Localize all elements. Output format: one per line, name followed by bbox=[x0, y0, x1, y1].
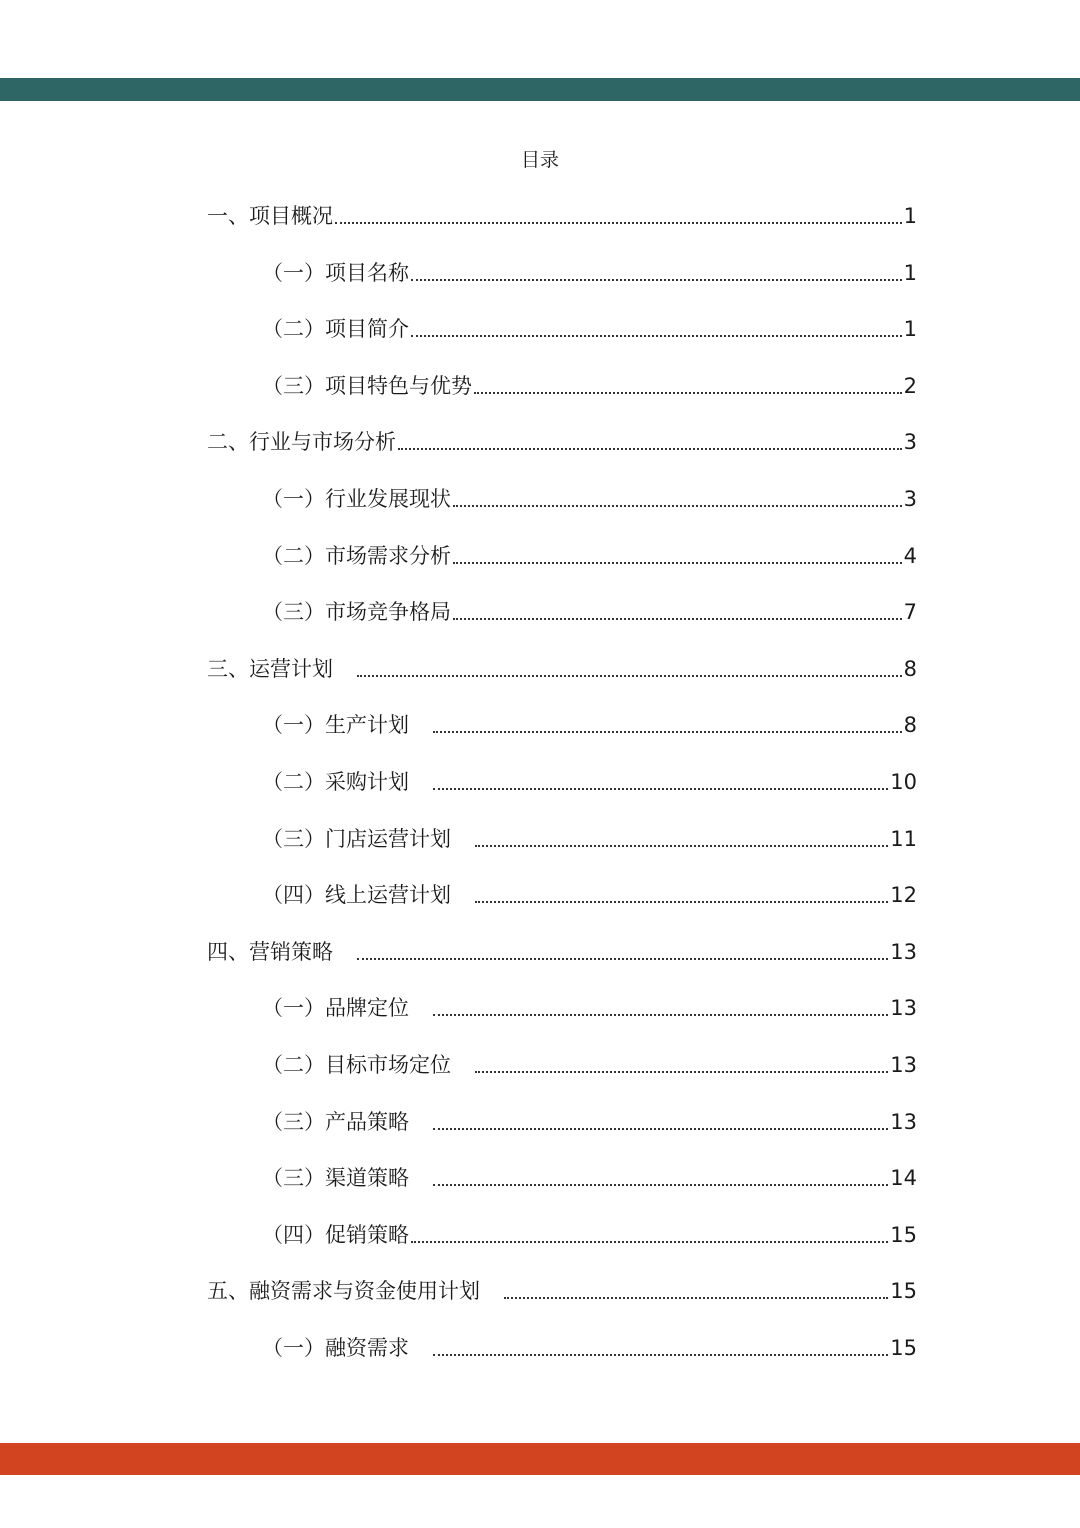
toc-entry-label: （一）品牌定位 bbox=[262, 996, 409, 1020]
toc-entry-page: 7 bbox=[903, 600, 917, 624]
toc-entry-page: 13 bbox=[890, 996, 917, 1020]
toc-entry[interactable] bbox=[262, 1163, 917, 1193]
toc-entry-page: 14 bbox=[890, 1166, 917, 1190]
toc-dot-leader bbox=[411, 279, 902, 281]
toc-entry-page: 10 bbox=[890, 770, 917, 794]
toc-dot-leader bbox=[411, 1241, 888, 1243]
toc-entry-page: 3 bbox=[903, 430, 917, 454]
toc-entry-label: （三）市场竞争格局 bbox=[262, 600, 451, 624]
toc-entry[interactable] bbox=[262, 258, 917, 288]
toc-entry-page: 15 bbox=[890, 1279, 917, 1303]
toc-entry-page: 12 bbox=[890, 883, 917, 907]
toc-dot-leader bbox=[433, 1184, 888, 1186]
toc-entry[interactable] bbox=[207, 427, 917, 457]
toc-dot-leader bbox=[475, 1071, 888, 1073]
toc-entry[interactable] bbox=[262, 541, 917, 571]
toc-entry-label: 一、项目概况 bbox=[207, 204, 333, 228]
toc-dot-leader bbox=[335, 222, 902, 224]
toc-dot-leader bbox=[433, 1354, 888, 1356]
toc-entry[interactable] bbox=[262, 710, 917, 740]
toc-entry-page: 1 bbox=[903, 261, 917, 285]
toc-entry-page: 13 bbox=[890, 1110, 917, 1134]
toc-entry[interactable] bbox=[262, 597, 917, 627]
toc-entry-page: 15 bbox=[890, 1336, 917, 1360]
toc-entry-page: 2 bbox=[903, 374, 917, 398]
toc-entry-label: （三）项目特色与优势 bbox=[262, 374, 472, 398]
toc-entry-page: 11 bbox=[890, 827, 917, 851]
toc-entry-label: （四）促销策略 bbox=[262, 1223, 409, 1247]
toc-entry[interactable] bbox=[262, 993, 917, 1023]
toc-entry[interactable] bbox=[207, 1276, 917, 1306]
toc-entry[interactable] bbox=[262, 1333, 917, 1363]
toc-entry[interactable] bbox=[262, 1050, 917, 1080]
toc-entry-label: （四）线上运营计划 bbox=[262, 883, 451, 907]
toc-entry[interactable] bbox=[262, 484, 917, 514]
toc-entry-label: （二）采购计划 bbox=[262, 770, 409, 794]
toc-entry-page: 4 bbox=[903, 544, 917, 568]
toc-entry-label: 四、营销策略 bbox=[207, 940, 333, 964]
toc-entry-page: 8 bbox=[903, 713, 917, 737]
toc-dot-leader bbox=[357, 675, 902, 677]
toc-dot-leader bbox=[433, 731, 902, 733]
toc-dot-leader bbox=[504, 1297, 888, 1299]
toc-dot-leader bbox=[475, 901, 888, 903]
toc-entry-page: 13 bbox=[890, 940, 917, 964]
toc-title: 目录 bbox=[520, 149, 559, 171]
toc-entry-label: （三）渠道策略 bbox=[262, 1166, 409, 1190]
bottom-color-band bbox=[0, 1443, 1080, 1475]
toc-dot-leader bbox=[475, 845, 888, 847]
toc-dot-leader bbox=[357, 958, 888, 960]
toc-dot-leader bbox=[411, 335, 902, 337]
toc-entry-page: 1 bbox=[903, 204, 917, 228]
toc-entry-page: 15 bbox=[890, 1223, 917, 1247]
toc-entry[interactable] bbox=[262, 1220, 917, 1250]
toc-dot-leader bbox=[453, 505, 902, 507]
toc-dot-leader bbox=[433, 788, 888, 790]
toc-entry-page: 8 bbox=[903, 657, 917, 681]
toc-dot-leader bbox=[453, 562, 902, 564]
toc-entry[interactable] bbox=[262, 314, 917, 344]
toc-entry-label: （一）项目名称 bbox=[262, 261, 409, 285]
toc-entry[interactable] bbox=[262, 1107, 917, 1137]
toc-dot-leader bbox=[433, 1014, 888, 1016]
toc-entry-page: 13 bbox=[890, 1053, 917, 1077]
toc-entry-page: 3 bbox=[903, 487, 917, 511]
toc-entry[interactable] bbox=[262, 880, 917, 910]
toc-entry[interactable] bbox=[262, 371, 917, 401]
toc-entry[interactable] bbox=[207, 201, 917, 231]
toc-dot-leader bbox=[474, 392, 902, 394]
toc-entry-label: （二）市场需求分析 bbox=[262, 544, 451, 568]
toc-dot-leader bbox=[433, 1128, 888, 1130]
toc-dot-leader bbox=[453, 618, 902, 620]
toc-dot-leader bbox=[398, 448, 902, 450]
toc-entry-page: 1 bbox=[903, 317, 917, 341]
toc-entry-label: （一）融资需求 bbox=[262, 1336, 409, 1360]
toc-entry-label: （二）项目简介 bbox=[262, 317, 409, 341]
toc-entry-label: 五、融资需求与资金使用计划 bbox=[207, 1279, 480, 1303]
toc-entry-label: （三）门店运营计划 bbox=[262, 827, 451, 851]
toc-entry-label: 二、行业与市场分析 bbox=[207, 430, 396, 454]
toc-entry[interactable] bbox=[262, 767, 917, 797]
toc-entry[interactable] bbox=[262, 824, 917, 854]
toc-entry-label: （一）生产计划 bbox=[262, 713, 409, 737]
toc-entry-label: 三、运营计划 bbox=[207, 657, 333, 681]
toc-entry[interactable] bbox=[207, 937, 917, 967]
toc-entry-label: （一）行业发展现状 bbox=[262, 487, 451, 511]
toc-entry-label: （二）目标市场定位 bbox=[262, 1053, 451, 1077]
toc-entry[interactable] bbox=[207, 654, 917, 684]
toc-entry-label: （三）产品策略 bbox=[262, 1110, 409, 1134]
